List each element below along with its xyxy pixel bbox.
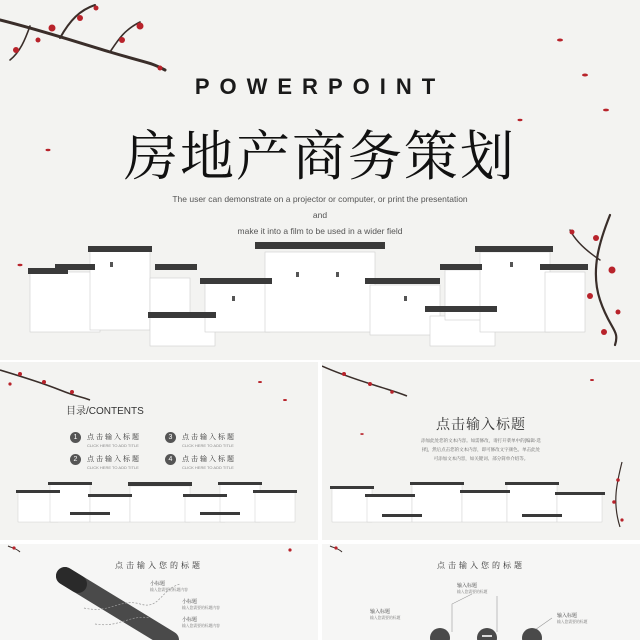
subtitle-line-2: make it into a film to be used in a wider field — [237, 226, 403, 236]
contents-slide-thumbnail[interactable] — [0, 362, 318, 540]
toc-number: 4 — [165, 454, 176, 465]
toc-sublabel: CLICK HERE TO ADD TITLE — [182, 443, 234, 448]
content-slide-thumbnail[interactable] — [322, 544, 640, 640]
subheading: 输入标题 — [370, 609, 391, 615]
page-title: 房地产商务策划 — [124, 125, 516, 188]
contents-title: 目录/CONTENTS — [66, 406, 144, 417]
toc-label: 点击输入标题 — [182, 456, 236, 463]
subtitle-line-1: The user can demonstrate on a projector or computer, or print the presentation and — [172, 194, 468, 220]
subheading: 输入标题 — [557, 613, 578, 619]
toc-number: 1 — [70, 432, 81, 443]
toc-item[interactable] — [70, 432, 141, 448]
subheading-text: 输入您需要的标题 — [370, 616, 401, 620]
subtitle — [170, 191, 470, 239]
link-icon — [477, 628, 497, 640]
slide-title: 点击输入您的标题 — [437, 561, 525, 570]
subheading: 输入标题 — [457, 583, 478, 589]
slide-title: 点击输入您的标题 — [115, 561, 203, 570]
toc-label: 点击输入标题 — [87, 456, 141, 463]
subheading: 小标题 — [182, 617, 198, 623]
section-body: 添加此处您的文本内容。如需修改，请打开菜单中的[编辑-选择]，然后点击您的文本内容，即可修改文字颜色。单击此处可添加文本内容，如关键词、部分简单介绍等。 — [421, 438, 541, 461]
toc-label: 点击输入标题 — [182, 434, 236, 441]
toc-sublabel: CLICK HERE TO ADD TITLE — [182, 465, 234, 470]
subheading-text: 输入您需要的标题内容 — [182, 606, 220, 610]
toc-item[interactable] — [165, 432, 236, 448]
huizhou-buildings-illustration — [0, 362, 318, 540]
toc-item[interactable] — [165, 454, 236, 470]
toc-number: 3 — [165, 432, 176, 443]
content-slide-thumbnail[interactable] — [0, 544, 318, 640]
section-slide-thumbnail[interactable] — [322, 362, 640, 540]
section-title: 点击输入标题 — [436, 416, 526, 432]
subheading: 小标题 — [182, 599, 198, 605]
toc-number: 2 — [70, 454, 81, 465]
subheading-text: 输入您需要的标题 — [557, 620, 588, 624]
toc-sublabel: CLICK HERE TO ADD TITLE — [87, 465, 139, 470]
subheading: 小标题 — [150, 581, 166, 587]
toc-label: 点击输入标题 — [87, 434, 141, 441]
subheading-text: 输入您需要的标题内容 — [182, 624, 220, 628]
toc-item[interactable] — [70, 454, 141, 470]
heading: POWERPOINT — [194, 74, 446, 99]
subheading-text: 输入您需要的标题内容 — [150, 588, 188, 592]
toc-sublabel: CLICK HERE TO ADD TITLE — [87, 443, 139, 448]
subheading-text: 输入您需要的标题 — [457, 590, 488, 594]
